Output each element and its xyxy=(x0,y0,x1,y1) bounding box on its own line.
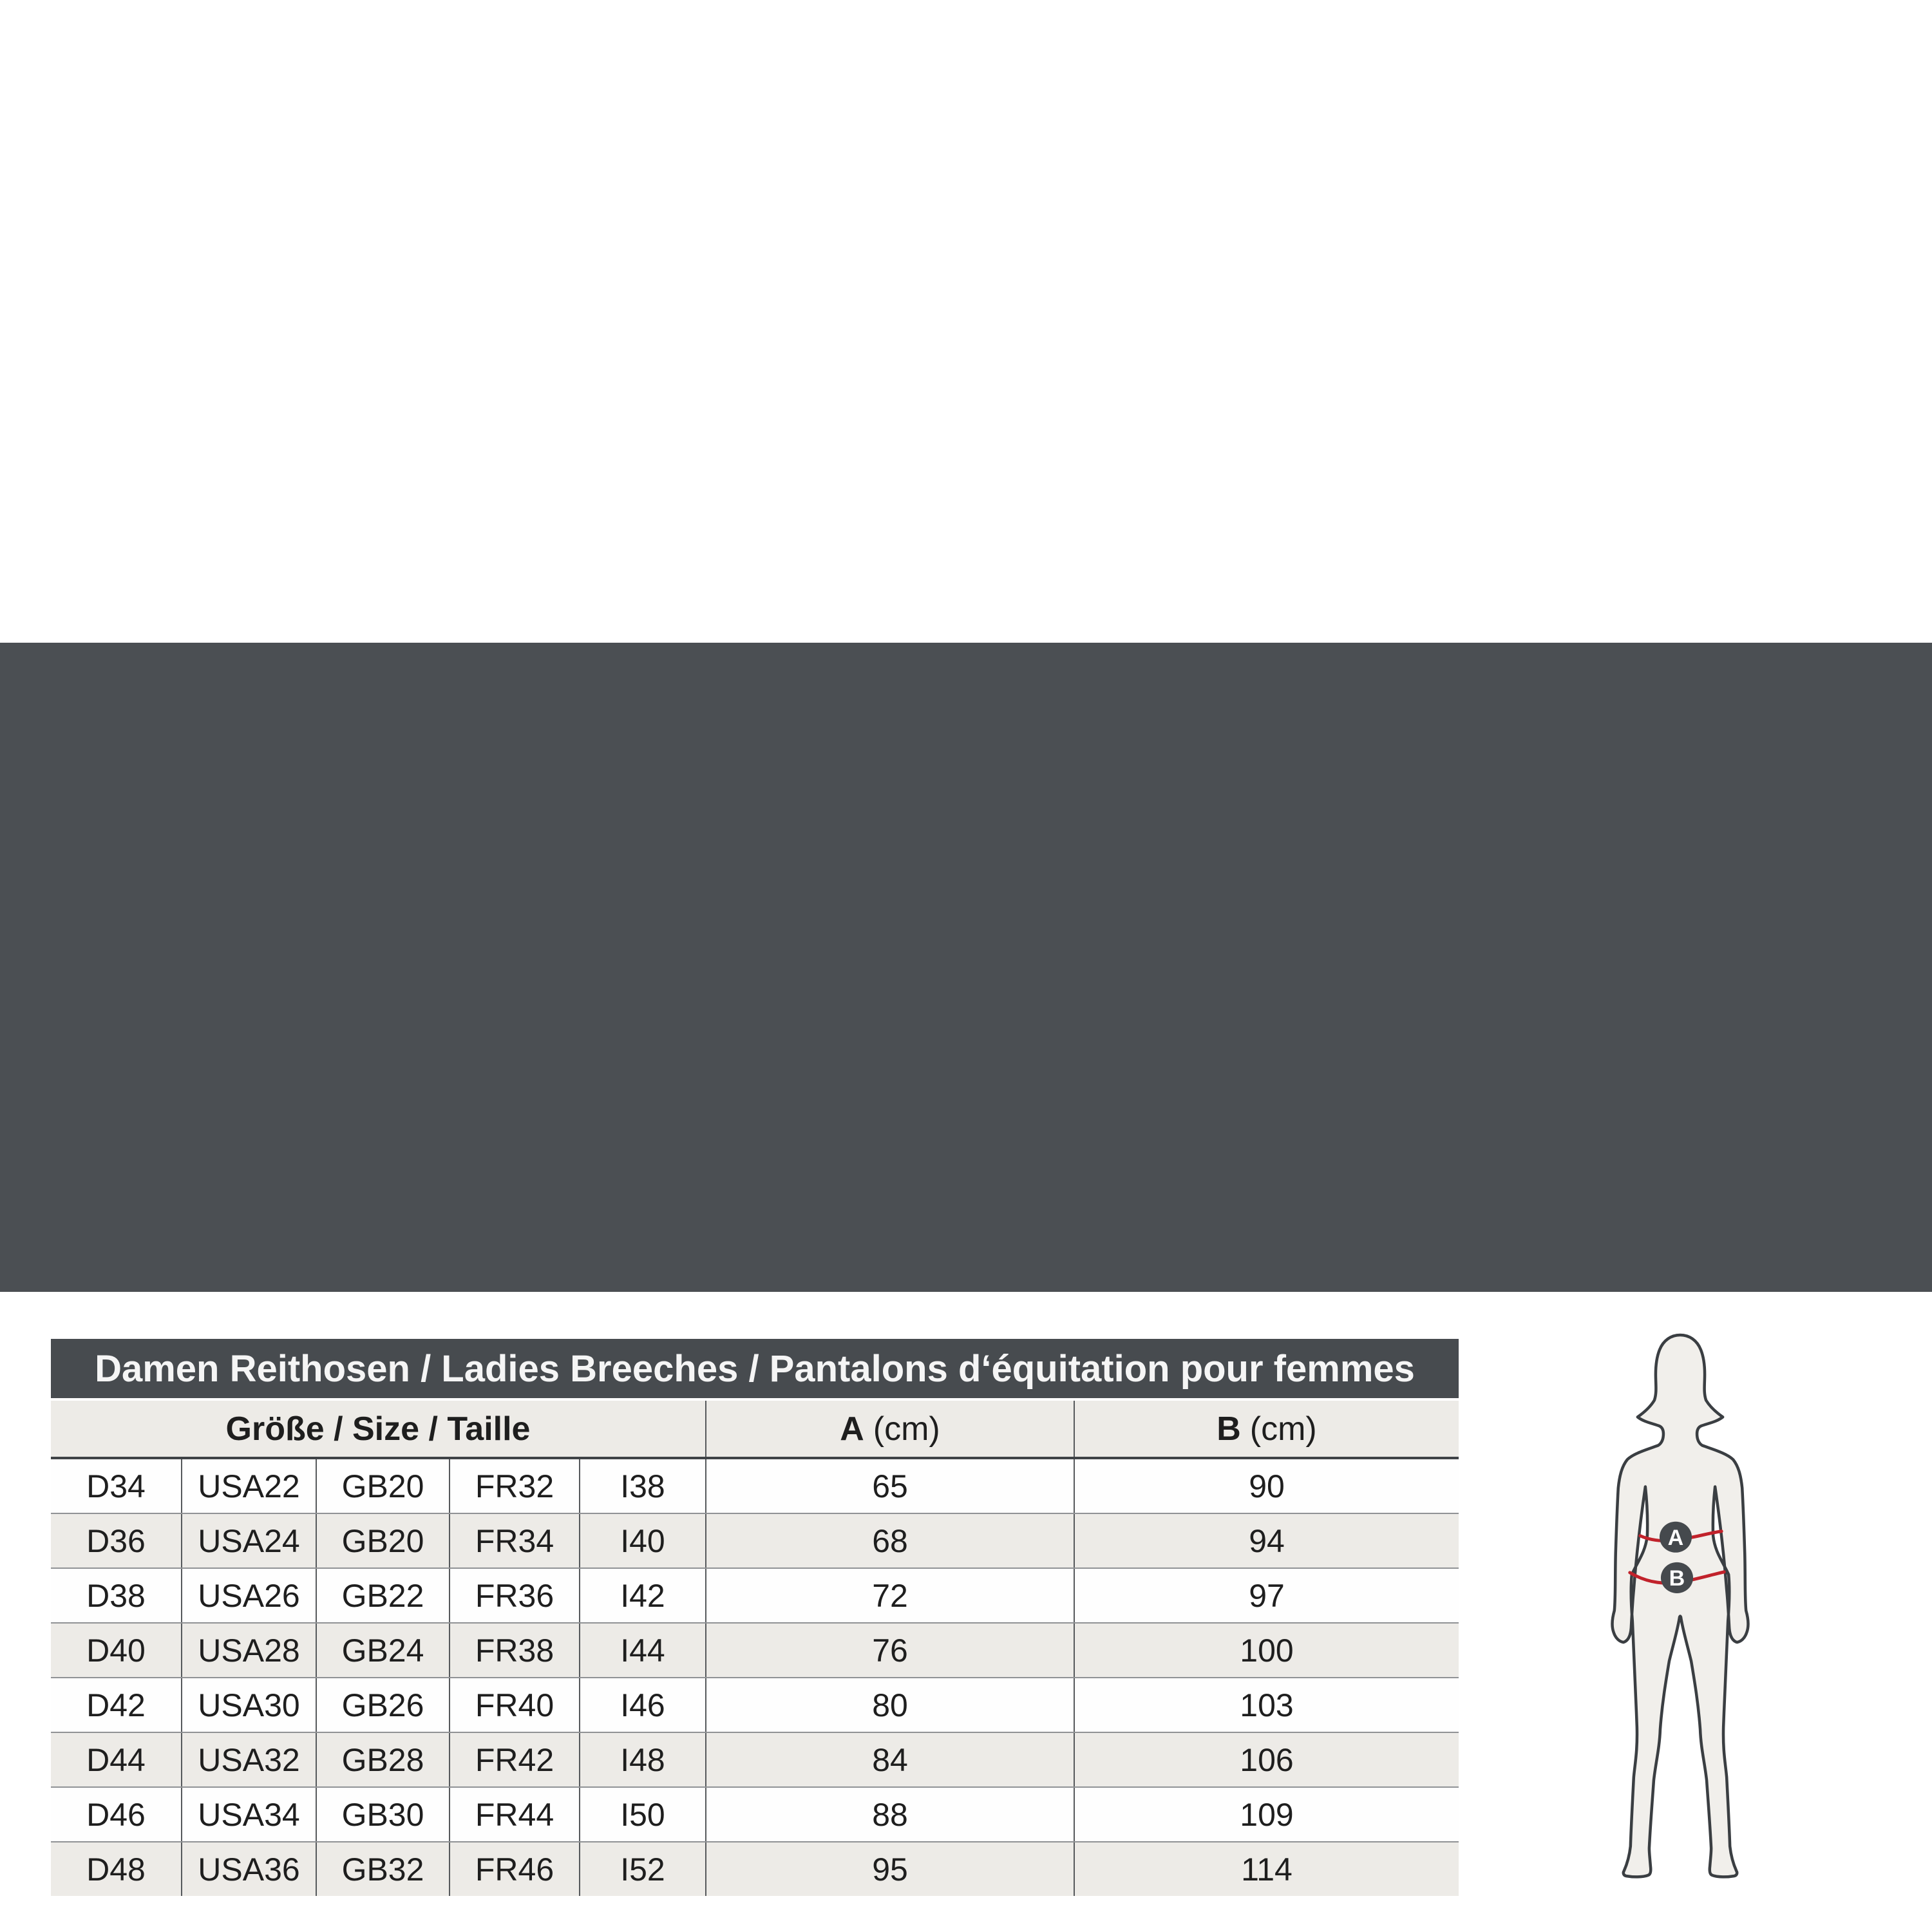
cell-size-i: I42 xyxy=(579,1569,705,1622)
cell-measure-a: 95 xyxy=(705,1842,1074,1896)
cell-size-d: D34 xyxy=(86,1468,146,1504)
cell-size-fr: FR32 xyxy=(449,1459,579,1513)
cell-size-i: I48 xyxy=(579,1733,705,1786)
cell-size-usa: USA34 xyxy=(181,1788,316,1841)
header-size-group: Größe / Size / Taille xyxy=(225,1410,531,1448)
header-col-b xyxy=(1074,1401,1459,1457)
cell-size-gb: GB28 xyxy=(316,1733,449,1786)
cell-measure-a: 68 xyxy=(705,1514,1074,1567)
header-col-a xyxy=(705,1401,1074,1457)
header-b-label: B xyxy=(1217,1410,1241,1448)
cell-size-gb: GB20 xyxy=(316,1514,449,1567)
table-title: Damen Reithosen / Ladies Breeches / Pantalons d‘équitation pour femmes xyxy=(95,1347,1415,1390)
cell-size-usa: USA24 xyxy=(181,1514,316,1567)
header-b-unit: (cm) xyxy=(1249,1410,1317,1448)
cell-measure-b: 94 xyxy=(1074,1514,1459,1567)
cell-size-gb: GB20 xyxy=(316,1459,449,1513)
cell-size-d: D44 xyxy=(86,1741,146,1778)
table-row xyxy=(51,1786,1459,1841)
header-a-unit: (cm) xyxy=(873,1410,940,1448)
woman-silhouette-figure xyxy=(1602,1332,1758,1880)
cell-size-usa: USA26 xyxy=(181,1569,316,1622)
cell-size-fr: FR34 xyxy=(449,1514,579,1567)
cell-measure-a: 65 xyxy=(705,1459,1074,1513)
cell-measure-a: 84 xyxy=(705,1733,1074,1786)
cell-measure-a: 76 xyxy=(705,1624,1074,1677)
table-row xyxy=(51,1513,1459,1567)
cell-size-d: D36 xyxy=(86,1522,146,1559)
cell-size-gb: GB30 xyxy=(316,1788,449,1841)
waist-badge-a xyxy=(1660,1522,1692,1553)
cell-size-usa: USA28 xyxy=(181,1624,316,1677)
cell-measure-b: 90 xyxy=(1074,1459,1459,1513)
cell-size-i: I46 xyxy=(579,1678,705,1732)
cell-size-fr: FR46 xyxy=(449,1842,579,1896)
cell-size-fr: FR44 xyxy=(449,1788,579,1841)
cell-size-gb: GB26 xyxy=(316,1678,449,1732)
cell-measure-a: 88 xyxy=(705,1788,1074,1841)
cell-size-fr: FR40 xyxy=(449,1678,579,1732)
woman-silhouette xyxy=(1613,1335,1748,1877)
table-row xyxy=(51,1622,1459,1677)
cell-measure-b: 109 xyxy=(1074,1788,1459,1841)
cell-size-usa: USA36 xyxy=(181,1842,316,1896)
table-body xyxy=(51,1459,1459,1896)
cell-measure-a: 72 xyxy=(705,1569,1074,1622)
cell-size-d: D40 xyxy=(86,1632,146,1669)
cell-size-d: D48 xyxy=(86,1851,146,1888)
cell-size-fr: FR38 xyxy=(449,1624,579,1677)
table-row xyxy=(51,1732,1459,1786)
cell-size-d: D42 xyxy=(86,1687,146,1723)
cell-size-usa: USA32 xyxy=(181,1733,316,1786)
table-row xyxy=(51,1677,1459,1732)
cell-size-i: I50 xyxy=(579,1788,705,1841)
size-chart-table xyxy=(48,1336,1461,1899)
measurement-figure xyxy=(1602,1332,1758,1880)
cell-size-usa: USA30 xyxy=(181,1678,316,1732)
cell-measure-a: 80 xyxy=(705,1678,1074,1732)
table-title-bar xyxy=(51,1339,1459,1401)
cell-size-i: I44 xyxy=(579,1624,705,1677)
cell-measure-b: 97 xyxy=(1074,1569,1459,1622)
cell-measure-b: 114 xyxy=(1074,1842,1459,1896)
cell-size-gb: GB24 xyxy=(316,1624,449,1677)
table-header-row xyxy=(51,1401,1459,1459)
hip-badge-b xyxy=(1661,1562,1693,1593)
table-row xyxy=(51,1567,1459,1622)
hip-badge-label: B xyxy=(1669,1566,1685,1591)
cell-measure-b: 100 xyxy=(1074,1624,1459,1677)
table-row xyxy=(51,1459,1459,1513)
cell-measure-b: 106 xyxy=(1074,1733,1459,1786)
cell-size-usa: USA22 xyxy=(181,1459,316,1513)
waist-badge-label: A xyxy=(1667,1525,1684,1550)
cell-size-fr: FR42 xyxy=(449,1733,579,1786)
dark-background-band xyxy=(0,643,1932,1888)
header-a-label: A xyxy=(840,1410,864,1448)
cell-measure-b: 103 xyxy=(1074,1678,1459,1732)
cell-size-i: I38 xyxy=(579,1459,705,1513)
table-row xyxy=(51,1841,1459,1896)
cell-size-gb: GB22 xyxy=(316,1569,449,1622)
cell-size-i: I40 xyxy=(579,1514,705,1567)
cell-size-d: D38 xyxy=(86,1577,146,1614)
cell-size-i: I52 xyxy=(579,1842,705,1896)
cell-size-fr: FR36 xyxy=(449,1569,579,1622)
cell-size-d: D46 xyxy=(86,1796,146,1833)
cell-size-gb: GB32 xyxy=(316,1842,449,1896)
